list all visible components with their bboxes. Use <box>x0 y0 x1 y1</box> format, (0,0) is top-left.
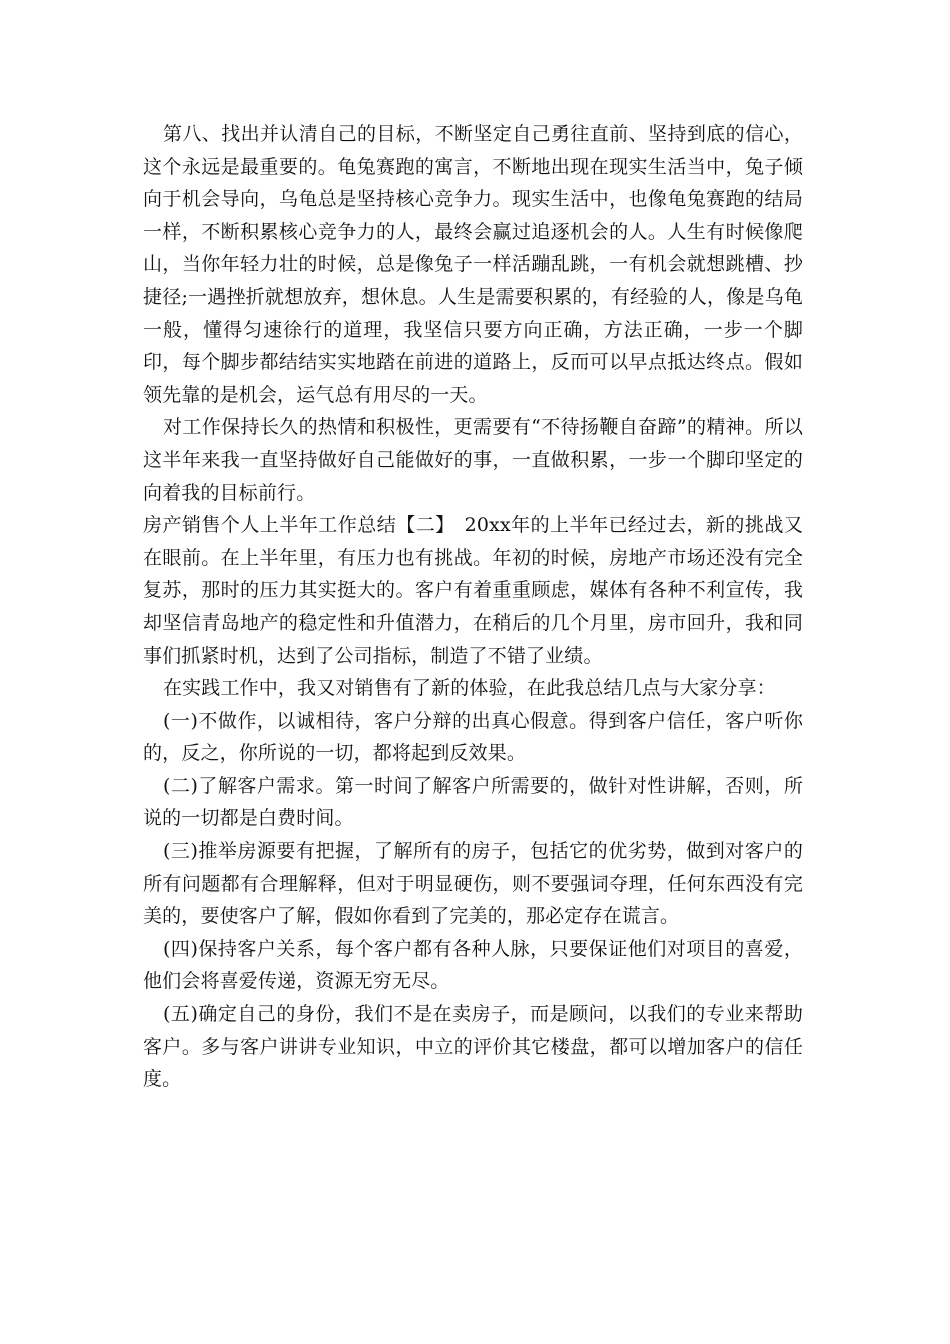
point-item-5: (五)确定自己的身份，我们不是在卖房子，而是顾问，以我们的专业来帮助客户。多与客户讲讲专业知识，中立的评价其它楼盘，都可以增加客户的信任度。 <box>143 1003 803 1091</box>
paragraph-enthusiasm: 对工作保持长久的热情和积极性，更需要有“不待扬鞭自奋蹄”的精神。所以这半年来我一直坚持做好自己能做好的事，一直做积累，一步一个脚印坚定的向着我的目标前行。 <box>143 416 803 504</box>
document-body <box>143 118 803 1096</box>
section-intro: 20xx年的上半年已经过去，新的挑战又在眼前。在上半年里，有压力也有挑战。年初的时候，房地产市场还没有完全复苏，那时的压力其实挺大的。客户有着重重顾虑，媒体有各种不利宣传，我却坚信青岛地产的稳定性和升值潜力，在稍后的几个月里，房市回升，我和同事们抓紧时机，达到了公司指标，制造了不错了业绩。 <box>143 514 804 667</box>
point-item-2: (二)了解客户需求。第一时间了解客户所需要的，做针对性讲解，否则，所说的一切都是白费时间。 <box>143 774 803 830</box>
point-item-4: (四)保持客户关系，每个客户都有各种人脉，只要保证他们对项目的喜爱，他们会将喜爱传递，资源无穷无尽。 <box>143 937 803 993</box>
summary-lead: 在实践工作中，我又对销售有了新的体验，在此我总结几点与大家分享： <box>163 677 776 700</box>
point-item-1: (一)不做作，以诚相待，客户分辩的出真心假意。得到客户信任，客户听你的，反之，你所说的一切，都将起到反效果。 <box>143 709 803 765</box>
section-two <box>143 509 803 672</box>
point-item-3: (三)推举房源要有把握，了解所有的房子，包括它的优劣势，做到对客户的所有问题都有合理解释，但对于明显硬伤，则不要强词夺理，任何东西没有完美的，要使客户了解，假如你看到了完美的，那必定存在谎言。 <box>143 840 803 928</box>
paragraph-goal: 第八、找出并认清自己的目标，不断坚定自己勇往直前、坚持到底的信心，这个永远是最重要的。龟兔赛跑的寓言，不断地出现在现实生活当中，兔子倾向于机会导向，乌龟总是坚持核心竞争力。现实生活中，也像龟兔赛跑的结局一样，不断积累核心竞争力的人，最终会赢过追逐机会的人。人生有时候像爬山，当你年轻力壮的时候，总是像兔子一样活蹦乱跳，一有机会就想跳槽、抄捷径;一遇挫折就想放弃，想休息。人生是需要积累的，有经验的人，像是乌龟一般，懂得匀速徐行的道理，我坚信只要方向正确，方法正确，一步一个脚印，每个脚步都结结实实地踏在前进的道路上，反而可以早点抵达终点。假如领先靠的是机会，运气总有用尽的一天。 <box>143 123 803 406</box>
section-heading: 房产销售个人上半年工作总结【二】 <box>143 514 446 537</box>
